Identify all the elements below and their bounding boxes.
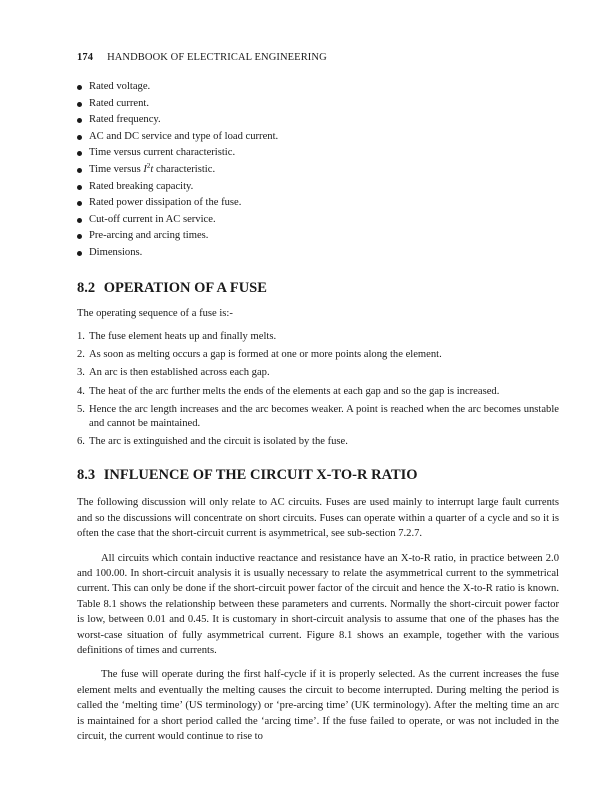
bullet-icon xyxy=(77,185,82,190)
list-item: Pre-arcing and arcing times. xyxy=(77,228,559,245)
bullet-icon xyxy=(77,135,82,140)
bullet-icon xyxy=(77,102,82,107)
list-item: Cut-off current in AC service. xyxy=(77,212,559,229)
list-item: Rated frequency. xyxy=(77,112,559,129)
list-item: Time versus current characteristic. xyxy=(77,145,559,162)
bullet-icon xyxy=(77,85,82,90)
list-item: 2. As soon as melting occurs a gap is formed at one or more points along the element. xyxy=(77,349,442,361)
bullet-icon xyxy=(77,118,82,123)
list-item: Dimensions. xyxy=(77,245,559,262)
fuse-rating-bullet-list xyxy=(77,79,559,262)
operating-sequence-list xyxy=(77,330,559,449)
body-paragraph: The fuse will operate during the first half-cycle if it is properly selected. As the current increases the fuse element melts and eventually the melting causes the circuit to become interrupted. During melting the period is called the ‘melting time’ (US terminology) or ‘pre-arcing time’ (UK terminology). After the melting time an arc is maintained for a short period called the ‘arcing time’. If the fuse failed to operate, or was not included in the circuit, the current would continue to rise to xyxy=(77,669,559,743)
section-heading-8-3: 8.3 INFLUENCE OF THE CIRCUIT X-TO-R RATIO xyxy=(77,467,418,484)
page-number: 174 xyxy=(77,52,94,63)
list-item: 5. Hence the arc length increases and the arc becomes weaker. A point is reached when the arc becomes unstable and cannot be maintained. xyxy=(77,403,559,429)
list-item: Rated current. xyxy=(77,96,559,113)
list-item: Rated voltage. xyxy=(77,79,559,96)
bullet-icon xyxy=(77,201,82,206)
list-item: 4. The heat of the arc further melts the ends of the elements at each gap and so the gap is increased. xyxy=(77,385,500,397)
running-title: HANDBOOK OF ELECTRICAL ENGINEERING xyxy=(107,52,327,63)
list-item: 1. The fuse element heats up and finally melts. xyxy=(77,330,277,342)
running-header xyxy=(77,52,559,63)
body-paragraph: All circuits which contain inductive reactance and resistance have an X-to-R ratio, in practice between 2.0 and 100.00. In short-circuit analysis it is usually necessary to relate the asymmetrical current to the symmetrical current. This can only be done if the short-circuit power factor of the circuit and hence the X-to-R ratio is known. Table 8.1 shows the relationship between these parameters and currents. Normally the short-circuit power factor is low, between 0.01 and 0.45. It is customary in short-circuit analysis to assume that one of the phases has the worst-case situation of fully asymmetrical current. Figure 8.1 shows an example, together with the various definitions of times and currents. xyxy=(77,552,559,657)
body-paragraph: The following discussion will only relate to AC circuits. Fuses are used mainly to interrupt large fault currents and so the discussions will concentrate on short circuits. Fuses can operate within a quarter of a cycle and so it is often the case that the short-circuit current is asymmetrical, see sub-section 7.2.7. xyxy=(77,497,559,540)
i2t-characteristic-text: Time versus $I^2t$ characteristic. xyxy=(89,161,216,175)
list-item xyxy=(77,162,559,179)
list-item: Rated breaking capacity. xyxy=(77,179,559,196)
bullet-icon xyxy=(77,251,82,256)
bullet-icon xyxy=(77,218,82,223)
book-page xyxy=(77,52,559,744)
bullet-icon xyxy=(77,151,82,156)
bullet-icon xyxy=(77,234,82,239)
list-item: 3. An arc is then established across each gap. xyxy=(77,367,270,379)
bullet-icon xyxy=(77,168,82,173)
list-item: AC and DC service and type of load current. xyxy=(77,129,559,146)
section-heading-8-2: 8.2 OPERATION OF A FUSE xyxy=(77,279,267,296)
list-item: Rated power dissipation of the fuse. xyxy=(77,195,559,212)
list-item: 6. The arc is extinguished and the circuit is isolated by the fuse. xyxy=(77,436,348,448)
section-8-2-intro: The operating sequence of a fuse is:- xyxy=(77,307,233,319)
